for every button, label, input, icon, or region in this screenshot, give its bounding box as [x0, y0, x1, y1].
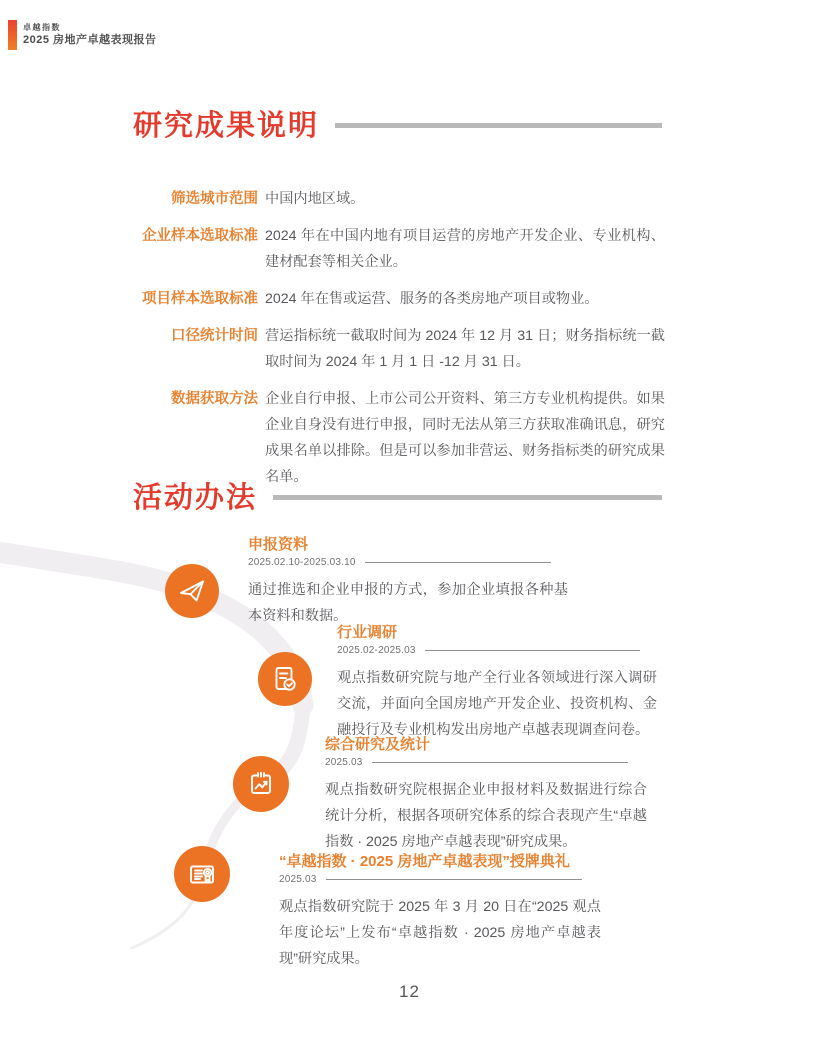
step-description: 通过推选和企业申报的方式，参加企业填报各种基本资料和数据。: [248, 582, 568, 624]
survey-check-icon: [258, 652, 312, 706]
step-description: 观点指数研究院与地产全行业各领域进行深入调研交流，并面向全国房地产开发企业、投资机构、金融投行及专业机构发出房地产卓越表现调查问卷。: [337, 670, 657, 738]
section1-title: 研究成果说明: [133, 110, 320, 142]
criteria-label: 筛选城市范围: [171, 191, 258, 207]
section-heading-research-notes: [133, 103, 662, 144]
criteria-value: 中国内地区域。: [265, 191, 365, 207]
list-item: [133, 223, 665, 275]
certificate-icon: [174, 846, 230, 902]
section2-title: 活动办法: [133, 482, 258, 514]
criteria-label: 企业样本选取标准: [142, 228, 258, 244]
timeline-step-research-statistics: [325, 736, 647, 855]
date-rule: [365, 562, 551, 563]
step-title: 综合研究及统计: [325, 736, 431, 753]
step-title: 申报资料: [248, 536, 309, 553]
section-heading-activity-method: [133, 475, 662, 516]
brand-bar-icon: [8, 20, 17, 50]
step-date: 2025.02.10-2025.03.10: [248, 557, 356, 568]
step-date: 2025.02-2025.03: [337, 645, 416, 656]
timeline-step-award-ceremony: [279, 853, 601, 972]
criteria-label: 口径统计时间: [171, 328, 258, 344]
calendar-chart-icon: [233, 756, 289, 812]
brand-line2: 2025 房地产卓越表现报告: [23, 34, 157, 46]
date-rule: [326, 879, 582, 880]
criteria-value: 营运指标统一截取时间为 2024 年 12 月 31 日；财务指标统一截取时间为 2024 年 1 月 1 日 -12 月 31 日。: [265, 328, 665, 370]
list-item: [133, 186, 665, 212]
timeline-step-declaration: [248, 536, 568, 629]
criteria-value: 2024 年在中国内地有项目运营的房地产开发企业、专业机构、建材配套等相关企业。: [265, 228, 665, 270]
date-rule: [425, 650, 640, 651]
criteria-label: 数据获取方法: [171, 391, 258, 407]
brand-line1: 卓越指数: [23, 23, 61, 32]
step-date: 2025.03: [279, 874, 317, 885]
list-item: [133, 323, 665, 375]
date-rule: [372, 762, 628, 763]
step-title: 行业调研: [337, 624, 398, 641]
step-title: “卓越指数 · 2025 房地产卓越表现”授牌典礼: [279, 853, 570, 870]
paper-plane-icon: [165, 564, 219, 618]
list-item: [133, 286, 665, 312]
research-criteria-list: [133, 186, 665, 501]
heading-rule: [273, 495, 662, 500]
criteria-value: 2024 年在售或运营、服务的各类房地产项目或物业。: [265, 291, 599, 307]
step-date: 2025.03: [325, 757, 363, 768]
criteria-label: 项目样本选取标准: [142, 291, 258, 307]
page-number: 12: [399, 982, 420, 1001]
heading-rule: [335, 123, 662, 128]
step-description: 观点指数研究院根据企业申报材料及数据进行综合统计分析，根据各项研究体系的综合表现产生“卓越指数 · 2025 房地产卓越表现”研究成果。: [325, 782, 647, 850]
criteria-value: 企业自行申报、上市公司公开资料、第三方专业机构提供。如果企业自身没有进行申报，同时无法从第三方获取准确讯息，研究成果名单以排除。但是可以参加非营运、财务指标类的研究成果名单。: [265, 391, 665, 485]
timeline-step-industry-survey: [337, 624, 657, 743]
brand-logo: [8, 20, 157, 50]
step-description: 观点指数研究院于 2025 年 3 月 20 日在“2025 观点年度论坛”上发布“卓越指数 · 2025 房地产卓越表现”研究成果。: [279, 899, 601, 967]
